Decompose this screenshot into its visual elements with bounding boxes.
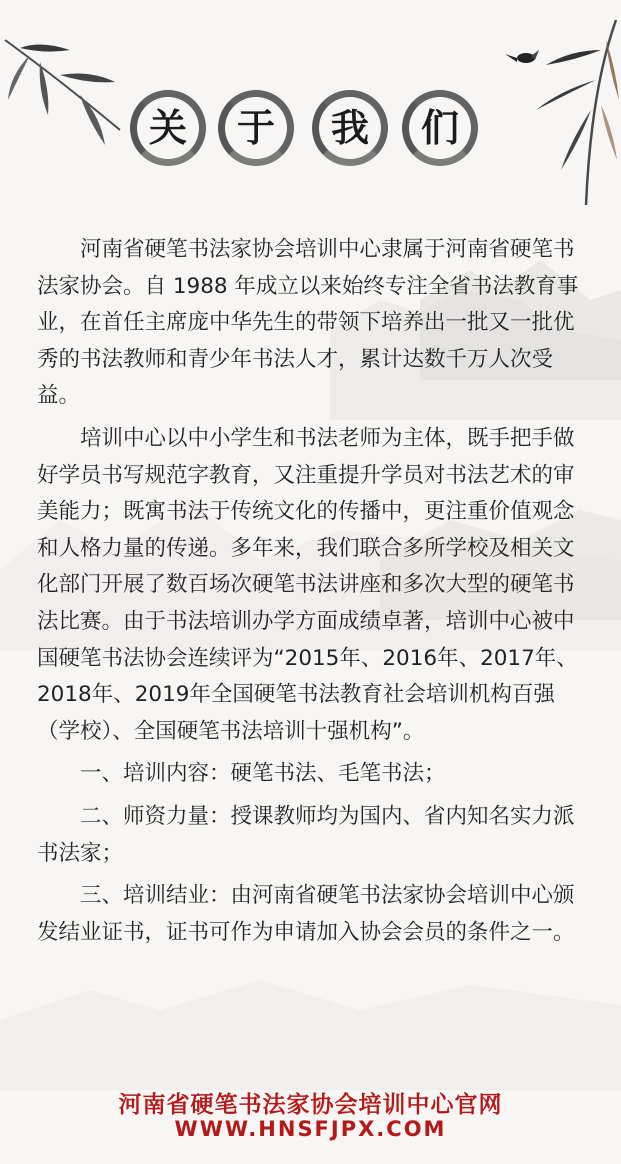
title-char: 关 (148, 105, 187, 150)
page-title (0, 88, 621, 168)
title-char: 们 (420, 105, 459, 150)
graduation-item: 三、培训结业：由河南省硬笔书法家协会培训中心颁发结业证书，证书可作为申请加入协会会员的条件之一。 (37, 883, 575, 945)
intro-paragraph: 河南省硬笔书法家协会培训中心隶属于河南省硬笔书法家协会。自 1988 年成立以来始终专注全省书法教育事业，在首任主席庞中华先生的带领下培养出一批又一批优秀的书法教师和青少年书法人才，累计达数千万人次受益。 (37, 237, 579, 409)
title-char: 我 (330, 105, 369, 150)
training-content-item: 一、培训内容：硬笔书法、毛笔书法； (80, 761, 446, 787)
about-content (37, 232, 589, 951)
faculty-item: 二、师资力量：授课教师均为国内、省内知名实力派书法家； (37, 803, 575, 866)
footer-org-name: 河南省硬笔书法家协会培训中心官网 (118, 1092, 503, 1118)
title-char: 于 (236, 105, 275, 150)
mission-paragraph: 培训中心以中小学生和书法老师为主体，既手把手做好学员书写规范字教育，又注重提升学员对书法艺术的审美能力；既寓书法于传统文化的传播中，更注重价值观念和人格力量的传递。多年来，我们联合多所学校及相关文化部门开展了数百场次硬笔书法讲座和多次大型的硬笔书法比赛。由于书法培训办学方面成绩卓著，培训中心被中国硬笔书法协会连续评为“2015年、2016年、2017年、2018年、2019年全国硬笔书法教育社会培训机构百强（学校）、全国硬笔书法培训十强机构”。 (37, 425, 578, 744)
footer-website-link[interactable]: WWW.HNSFJPX.COM (174, 1117, 447, 1141)
